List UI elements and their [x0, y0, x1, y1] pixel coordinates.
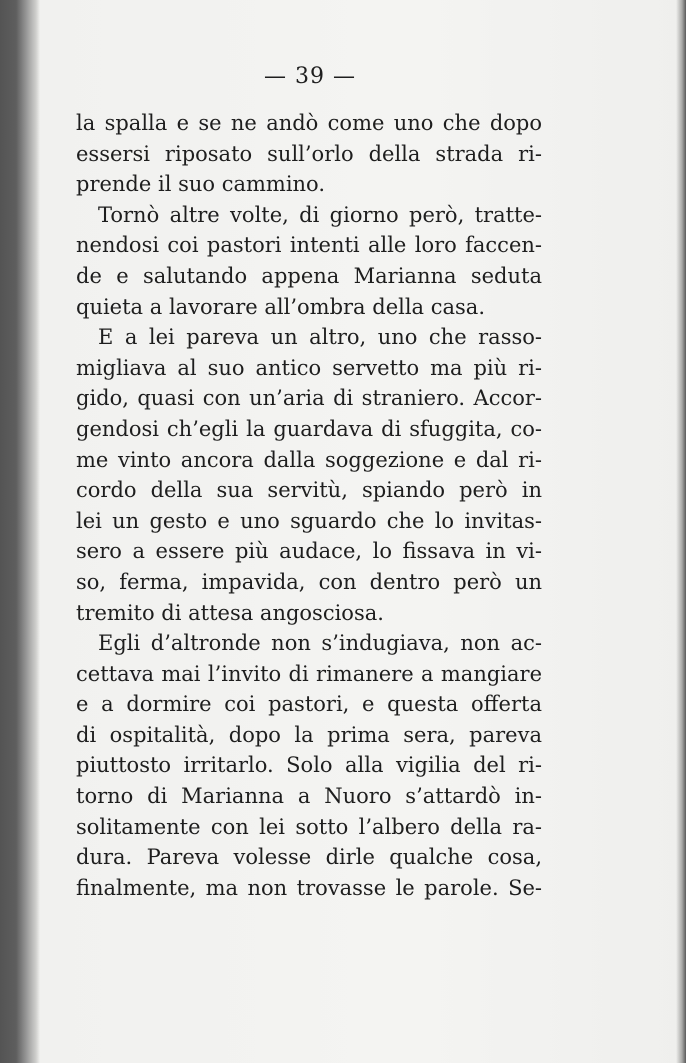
text-line: E a lei pareva un altro, uno che rasso- [98, 325, 542, 350]
text-line: finalmente, ma non trovasse le parole. Se- [76, 875, 542, 900]
text-line: tremito di attesa angosciosa. [76, 600, 384, 625]
text-line: la spalla e se ne andò come uno che dopo [76, 111, 542, 135]
text-line: Egli d’altronde non s’indugiava, non ac- [98, 631, 542, 656]
text-line: de e salutando appena Marianna seduta [76, 263, 542, 288]
page-edge [676, 0, 686, 1063]
text-line: lei un gesto e uno sguardo che lo invitas- [76, 508, 542, 533]
text-line: essersi riposato sull’orlo della strada ri- [76, 141, 542, 166]
text-line: Tornò altre volte, di giorno però, tratte- [98, 202, 542, 227]
text-line: solitamente con lei sotto l’albero della ra- [76, 814, 542, 839]
text-line: piuttosto irritarlo. Solo alla vigilia del ri- [76, 753, 542, 778]
text-line: gido, quasi con un’aria di straniero. Accor- [76, 386, 542, 411]
text-line: gendosi ch’egli la guardava di sfuggita, co- [76, 416, 542, 441]
text-line: di ospitalità, dopo la prima sera, pareva [76, 722, 542, 747]
text-line: me vinto ancora dalla soggezione e dal ri- [76, 447, 542, 472]
page-number-text: — 39 — [264, 64, 356, 89]
text-line: dura. Pareva volesse dirle qualche cosa, [76, 845, 542, 870]
text-line: nendosi coi pastori intenti alle loro faccen- [76, 233, 542, 258]
text-line: sero a essere più audace, lo fissava in vi- [76, 539, 542, 564]
text-line: cordo della sua servitù, spiando però in [76, 478, 542, 503]
text-line: prende il suo cammino. [76, 172, 326, 197]
text-line: e a dormire coi pastori, e questa offerta [76, 692, 542, 717]
text-line: cettava mai l’invito di rimanere a mangiare [76, 661, 542, 686]
text-line: torno di Marianna a Nuoro s’attardò in- [76, 784, 542, 809]
body-text [76, 108, 542, 903]
text-line: migliava al suo antico servetto ma più ri- [76, 355, 542, 380]
text-line: so, ferma, impavida, con dentro però un [76, 569, 542, 594]
page-number [0, 64, 620, 89]
binding-edge [0, 0, 40, 1063]
text-line: quieta a lavorare all’ombra della casa. [76, 294, 485, 319]
